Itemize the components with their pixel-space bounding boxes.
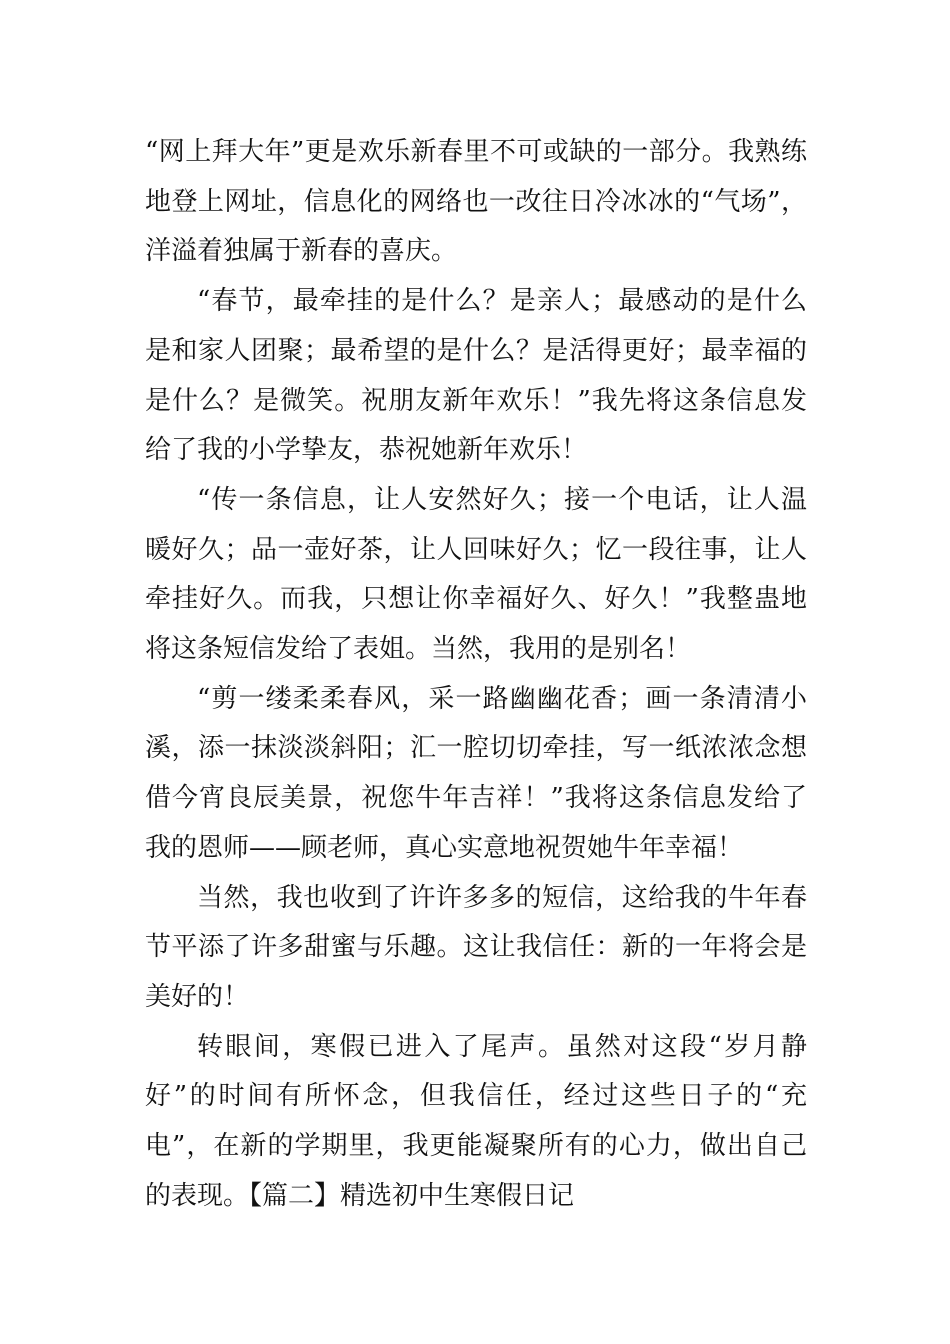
paragraph-3: “传一条信息，让人安然好久；接一个电话，让人温暖好久；品一壶好茶，让人回味好久；忆一段往事，让人牵挂好久。而我，只想让你幸福好久、好久！”我整蛊地将这条短信发给了表姐。当然，我用的是别名！ bbox=[145, 484, 807, 665]
paragraph-1: “网上拜大年”更是欢乐新春里不可或缺的一部分。我熟练地登上网址，信息化的网络也一改往日冷冰冰的“气场”，洋溢着独属于新春的喜庆。 bbox=[145, 137, 807, 267]
paragraph-4: “剪一缕柔柔春风，采一路幽幽花香；画一条清清小溪，添一抹淡淡斜阳；汇一腔切切牵挂，写一纸浓浓念想借今宵良辰美景，祝您牛年吉祥！”我将这条信息发给了我的恩师——顾老师，真心实意地祝贺她牛年幸福！ bbox=[145, 683, 807, 863]
document-body bbox=[145, 128, 807, 1221]
paragraph-2: “春节，最牵挂的是什么？是亲人；最感动的是什么是和家人团聚；最希望的是什么？是活得更好；最幸福的是什么？是微笑。祝朋友新年欢乐！”我先将这条信息发给了我的小学挚友，恭祝她新年欢乐！ bbox=[145, 286, 807, 466]
paragraph-6: 转眼间，寒假已进入了尾声。虽然对这段“岁月静好”的时间有所怀念，但我信任，经过这些日子的“充电”，在新的学期里，我更能凝聚所有的心力，做出自己的表现。【篇二】精选初中生寒假日记 bbox=[145, 1031, 807, 1211]
paragraph-5: 当然，我也收到了许许多多的短信，这给我的牛年春节平添了许多甜蜜与乐趣。这让我信任：新的一年将会是美好的！ bbox=[145, 882, 807, 1012]
